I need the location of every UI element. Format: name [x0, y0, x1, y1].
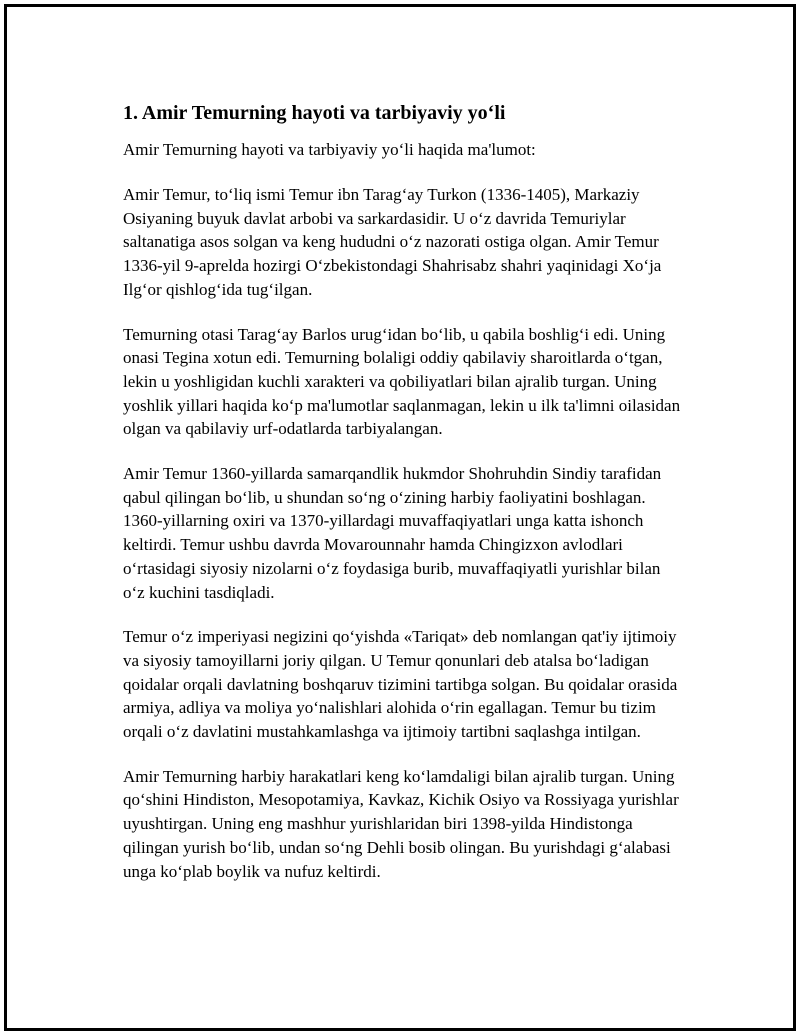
intro-text: Amir Temurning hayoti va tarbiyaviy yo‘li haqida ma'lumot: — [123, 140, 536, 159]
page-frame — [4, 4, 796, 1031]
paragraph-military-start: Amir Temur 1360-yillarda samarqandlik hukmdor Shohruhdin Sindiy tarafidan qabul qilingan bo‘lib, u shundan so‘ng o‘zining harbiy faoliyatini boshlagan. 1360-yillarning oxiri va 1370-yillardagi muvaffaqiyatlari unga katta ishonch keltirdi. Temur ushbu davrda Movarounnahr hamda Chingizxon avlodlari o‘rtasidagi siyosiy nizolarni o‘z foydasiga burib, muvaffaqiyatli yurishlar bilan o‘z kuchini tasdiqladi. — [123, 464, 662, 602]
document-body — [123, 99, 683, 904]
paragraph-birth: Amir Temur, to‘liq ismi Temur ibn Tarag‘ay Turkon (1336-1405), Markaziy Osiyaning buyuk davlat arbobi va sarkardasidir. U o‘z davrida Temuriylar saltanatiga asos solgan va keng hududni o‘z nazorati ostiga olgan. Amir Temur 1336-yil 9-aprelda hozirgi O‘zbekistondagi Shahrisabz shahri yaqinidagi Xo‘ja Ilg‘or qishlog‘ida tug‘ilgan. — [123, 185, 662, 299]
paragraph-governance: Temur o‘z imperiyasi negizini qo‘yishda «Tariqat» deb nomlangan qat'iy ijtimoiy va siyosiy tamoyillarni joriy qilgan. U Temur qonunlari deb atalsa bo‘ladigan qoidalar orqali davlatning boshqaruv tizimini tartibga solgan. Bu qoidalar orasida armiya, adliya va moliya yo‘nalishlari alohida o‘rin egallagan. Temur bu tizim orqali o‘z davlatini mustahkamlashga va ijtimoiy tartibni saqlashga intilgan. — [123, 627, 678, 742]
paragraph-campaigns: Amir Temurning harbiy harakatlari keng ko‘lamdaligi bilan ajralib turgan. Uning qo‘shini Hindiston, Mesopotamiya, Kavkaz, Kichik Osiyo va Rossiyaga yurishlar uyushtirgan. Uning eng mashhur yurishlaridan biri 1398-yilda Hindistonga qilingan yurish bo‘lib, undan so‘ng Dehli bosib olingan. Bu yurishdagi g‘alabasi unga ko‘plab boylik va nufuz keltirdi. — [123, 766, 679, 881]
section-heading: 1. Amir Temurning hayoti va tarbiyaviy yo‘li — [123, 102, 506, 124]
paragraph-family: Temurning otasi Tarag‘ay Barlos urug‘idan bo‘lib, u qabila boshlig‘i edi. Uning onasi Tegina xotun edi. Temurning bolaligi oddiy qabilaviy sharoitlarda o‘tgan, lekin u yoshligidan kuchli xarakteri va qobiliyatlari bilan ajralib turgan. Uning yoshlik yillari haqida ko‘p ma'lumotlar saqlanmagan, lekin u ilk ta'limni oilasidan olgan va qabilaviy urf-odatlarda tarbiyalangan. — [123, 324, 681, 439]
